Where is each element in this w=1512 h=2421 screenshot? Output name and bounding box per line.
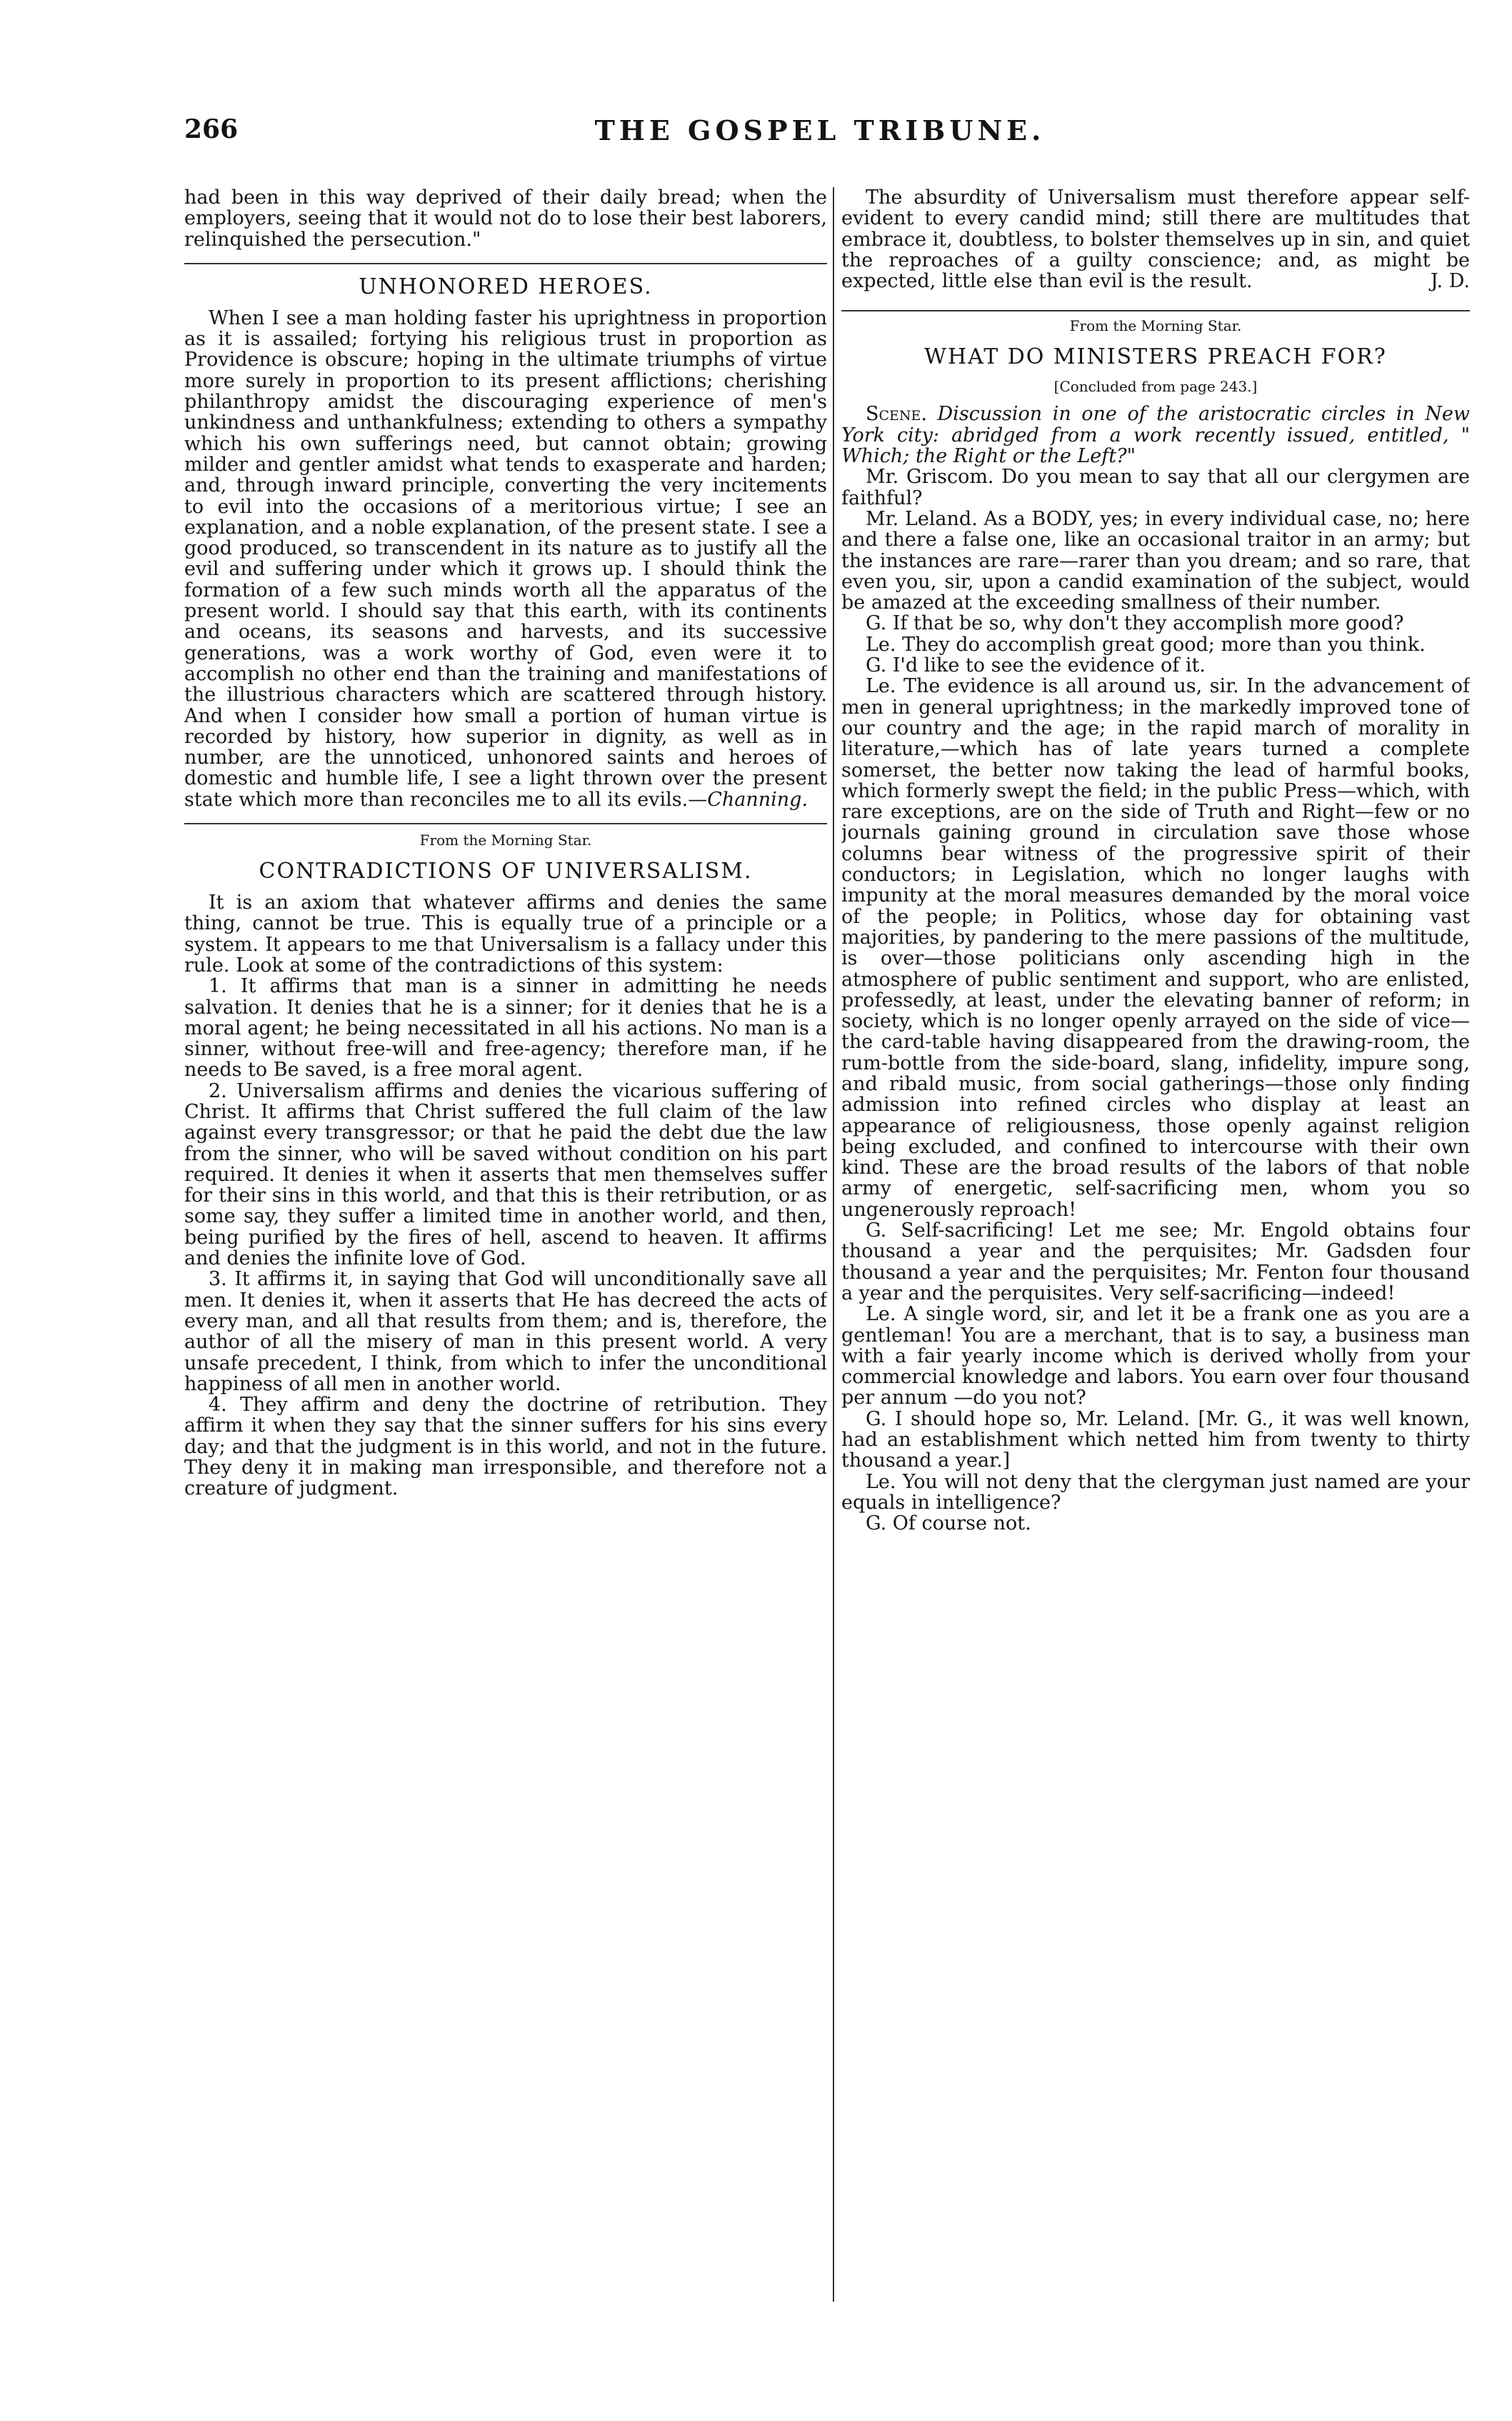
- masthead: [184, 114, 1456, 164]
- author-attribution: Channing.: [707, 788, 808, 811]
- continued-paragraph: had been in this way deprived of their daily bread; when the employers, seeing that it would not do to lose their best laborers, relinquished the persecution.": [184, 187, 827, 251]
- scene-description: Discussion in one of the aristocratic circles in New York city: abridged from a work recently issued, entitled, " Which; the Right or the Left?": [841, 403, 1470, 468]
- running-head: THE GOSPEL TRIBUNE.: [594, 114, 1046, 146]
- dialogue-line: Mr. Leland. As a BODY, yes; in every individual case, no; here and there a false one, like an occasional traitor in an army; but the instances are rare—rarer than you dream; and so rare, that even you, sir, upon a candid examination of the subject, would be amazed at the exceeding smallness of their number.: [841, 507, 1470, 614]
- dialogue-line: G. Of course not.: [866, 1512, 1031, 1535]
- section-rule: [184, 823, 827, 824]
- scene-paragraph: [841, 404, 1470, 466]
- dialogue-line: Le. They do accomplish great good; more than you think.: [866, 633, 1426, 656]
- source-line: From the Morning Star.: [1069, 317, 1242, 335]
- section-rule: [184, 263, 827, 264]
- column-divider: [833, 187, 834, 2302]
- signature: J. D.: [1430, 270, 1470, 293]
- right-column: [841, 187, 1470, 2384]
- continued-paragraph: [841, 187, 1470, 291]
- dialogue-line: G. If that be so, why don't they accomplish more good?: [866, 612, 1404, 635]
- page-number: 266: [184, 114, 239, 144]
- article-title-ministers: WHAT DO MINISTERS PREACH FOR?: [924, 344, 1387, 370]
- section-rule: [841, 310, 1470, 311]
- paragraph: It is an axiom that whatever affirms and denies the same thing, cannot be true. This is equally true of a principle or a system. It appears to me that Universalism is a fallacy under this rule. Look at some of the contradictions of this system:: [184, 892, 827, 977]
- dialogue-line: Le. You will not deny that the clergyman just named are your equals in intelligence?: [841, 1470, 1470, 1514]
- paragraph: 2. Universalism affirms and denies the vicarious suffering of Christ. It affirms that Christ suffered the full claim of the law against every transgressor; or that he paid the debt due the law from the sinner, who will be saved without condition on his part required. It denies it when it asserts that men themselves suffer for their sins in this world, and that this is their retribution, or as some say, they suffer a limited time in another world, and then, being purified by the fires of hell, ascend to heaven. It affirms and denies the infinite love of God.: [184, 1079, 827, 1270]
- left-column: [184, 187, 827, 2384]
- dialogue-line: Le. A single word, sir, and let it be a frank one as you are a gentleman! You are a merchant, that is to say, a business man with a fair yearly income which is derived wholly from your commercial knowledge and labors. You earn over four thousand per annum —do you not?: [841, 1303, 1470, 1409]
- paragraph: 1. It affirms that man is a sinner in admitting he needs salvation. It denies that he is a sinner; for it denies that he is a moral agent; he being necessitated in all his actions. No man is a sinner, without free-will and free-agency; therefore man, if he needs to Be saved, is a free moral agent.: [184, 975, 827, 1082]
- scene-label: Scene.: [866, 403, 927, 426]
- paragraph: 4. They affirm and deny the doctrine of retribution. They affirm it when they say that the sinner suffers for his sins every day; and that the judgment is in this world, and not in the future. They deny it in making man irresponsible, and therefore not a creature of judgment.: [184, 1394, 827, 1500]
- paragraph: 3. It affirms it, in saying that God will unconditionally save all men. It denies it, when it asserts that He has decreed the acts of every man, and all that results from them; and is, therefore, the author of all the misery of man in this present world. A very unsafe precedent, I think, from which to infer the unconditional happiness of all men in another world.: [184, 1268, 827, 1395]
- article-body-unhonored-heroes: [184, 308, 827, 810]
- article-title-contradictions: CONTRADICTIONS OF UNIVERSALISM.: [259, 859, 753, 884]
- body-text: The absurdity of Universalism must therefore appear self-evident to every candid mind; still there are multitudes that embrace it, doubtless, to bolster themselves up in sin, and quiet the reproaches of a guilty conscience; and, as might be expected, little else than evil is the result.: [841, 187, 1470, 293]
- body-text: When I see a man holding faster his uprightness in proportion as it is assailed; fortying his religious trust in proportion as Providence is obscure; hoping in the ultimate triumphs of virtue more surely in proportion to its present afflictions; cherishing philanthropy amidst the discouraging experience of men's unkindness and unthankfulness; extending to others a sympathy which his own sufferings need, but cannot obtain; growing milder and gentler amidst what tends to exasperate and harden; and, through inward principle, converting the very incitements to evil into the occasions of a meritorious virtue; I see an explanation, and a noble explanation, of the present state. I see a good produced, so transcendent in its nature as to justify all the evil and suffering under which it grows up. I should think the formation of a few such minds worth all the apparatus of the present world. I should say that this earth, with its continents and oceans, its seasons and harvests, and its successive generations, was a work worthy of God, even were it to accomplish no other end than the training and manifestations of the illustrious characters which are scattered through history. And when I consider how small a portion of human virtue is recorded by history, how superior in dignity, as well as in number, are the unnoticed, unhonored saints and heroes of domestic and humble life, I see a light thrown over the present state which more than reconciles me to all its evils.—: [184, 306, 827, 811]
- dialogue-line: G. I'd like to see the evidence of it.: [866, 654, 1206, 677]
- dialogue-line: Le. The evidence is all around us, sir. In the advancement of men in general uprightness; in the markedly improved tone of our country and the age; in the rapid march of morality in literature,—which has of late years turned a complete somerset, the better now taking the lead of harmful books, which formerly swept the field; in the public Press—which, with rare exceptions, are on the side of Truth and Right—few or no journals gaining ground in circulation save those whose columns bear witness of the progressive spirit of their conductors; in Legislation, which no longer laughs with impunity at the moral measures demanded by the moral voice of the people; in Politics, whose day for obtaining vast majorities, by pandering to the mere passions of the multitude, is over—those politicians only ascending high in the atmosphere of public sentiment and support, who are enlisted, professedly, at least, under the elevating banner of reform; in society, which is no longer openly arrayed on the side of vice—the card-table having disappeared from the drawing-room, the rum-bottle from the side-board, slang, infidelity, impure song, and ribald music, from social gatherings—those only finding admission into refined circles who display at least an appearance of religiousness, those openly against religion being excluded, and confined to intercourse with their own kind. These are the broad results of the labors of that noble army of energetic, self-sacrificing men, whom you so ungenerously reproach!: [841, 675, 1470, 1221]
- dialogue-line: G. Self-sacrificing! Let me see; Mr. Engold obtains four thousand a year and the perquisites; Mr. Gadsden four thousand a year and the perquisites; Mr. Fenton four thousand a year and the perquisites. Very self-sacrificing—indeed!: [841, 1219, 1470, 1304]
- dialogue-line: G. I should hope so, Mr. Leland. [Mr. G., it was well known, had an establishment which netted him from twenty to thirty thousand a year.]: [841, 1407, 1470, 1472]
- dialogue-line: Mr. Griscom. Do you mean to say that all our clergymen are faithful?: [841, 466, 1470, 509]
- source-line: From the Morning Star.: [419, 832, 592, 849]
- continuation-note: [Concluded from page 243.]: [1053, 378, 1258, 396]
- article-title-unhonored-heroes: UNHONORED HEROES.: [359, 274, 653, 299]
